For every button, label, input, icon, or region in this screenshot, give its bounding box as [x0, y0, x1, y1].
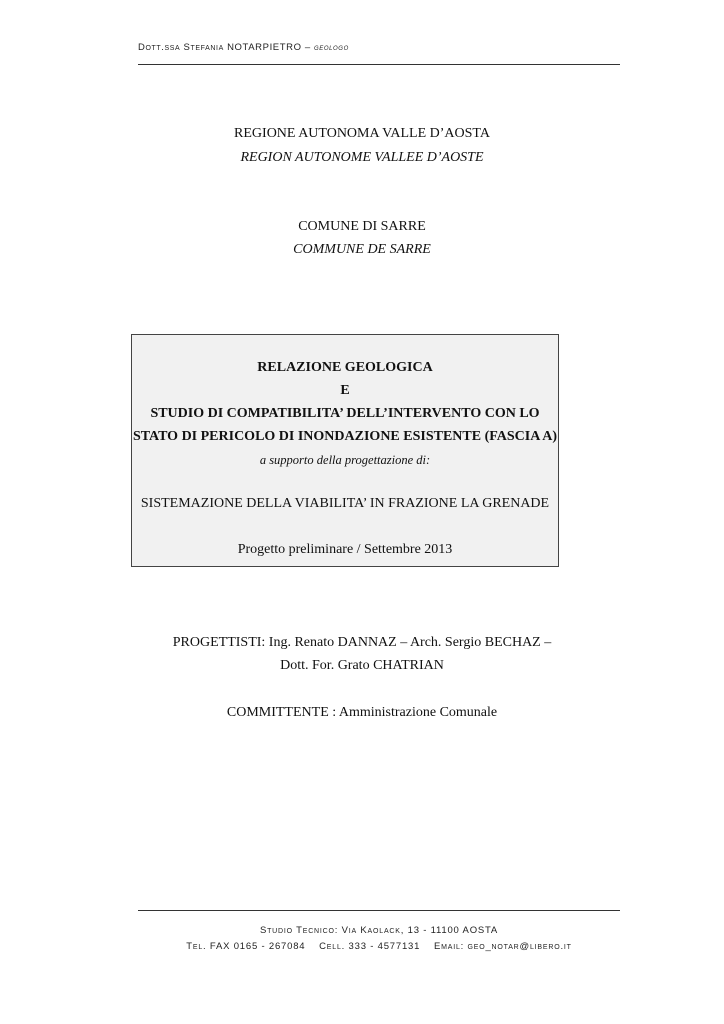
region-name-it: REGIONE AUTONOMA VALLE D’AOSTA — [234, 126, 490, 141]
title-box — [131, 334, 559, 567]
client: COMMITTENTE : Amministrazione Comunale — [226, 705, 498, 720]
footer-rule — [138, 910, 620, 911]
study-title-line-1: STUDIO DI COMPATIBILITA’ DELL’INTERVENTO CON LO — [150, 406, 540, 421]
commune-name-it: COMUNE DI SARRE — [298, 219, 426, 234]
page-header — [138, 42, 349, 53]
designers-line-1: PROGETTISTI: Ing. Renato DANNAZ – Arch. Sergio BECHAZ – — [172, 635, 552, 650]
header-role: geologo — [313, 42, 349, 52]
report-title-conjunction: E — [340, 383, 350, 398]
region-name-fr: REGION AUTONOME VALLEE D’AOSTE — [240, 150, 484, 165]
header-rule — [138, 64, 620, 65]
study-title-line-2: STATO DI PERICOLO DI INONDAZIONE ESISTENTE (FASCIA A) — [132, 429, 558, 444]
report-title: RELAZIONE GEOLOGICA — [257, 360, 433, 375]
footer-contacts: Tel. FAX 0165 - 267084 Cell. 333 - 4577131 Email: geo_notar@libero.it — [186, 941, 572, 952]
support-note: a supporto della progettazione di: — [259, 453, 431, 467]
commune-name-fr: COMMUNE DE SARRE — [293, 242, 431, 257]
designers-line-2: Dott. For. Grato CHATRIAN — [280, 658, 444, 673]
footer-address: Studio Tecnico: Via Kaolack, 13 - 11100 AOSTA — [259, 925, 499, 936]
project-phase-date: Progetto preliminare / Settembre 2013 — [237, 542, 453, 557]
header-author: Dott.ssa Stefania NOTARPIETRO – — [138, 42, 314, 53]
project-name: SISTEMAZIONE DELLA VIABILITA’ IN FRAZIONE LA GRENADE — [140, 496, 550, 511]
